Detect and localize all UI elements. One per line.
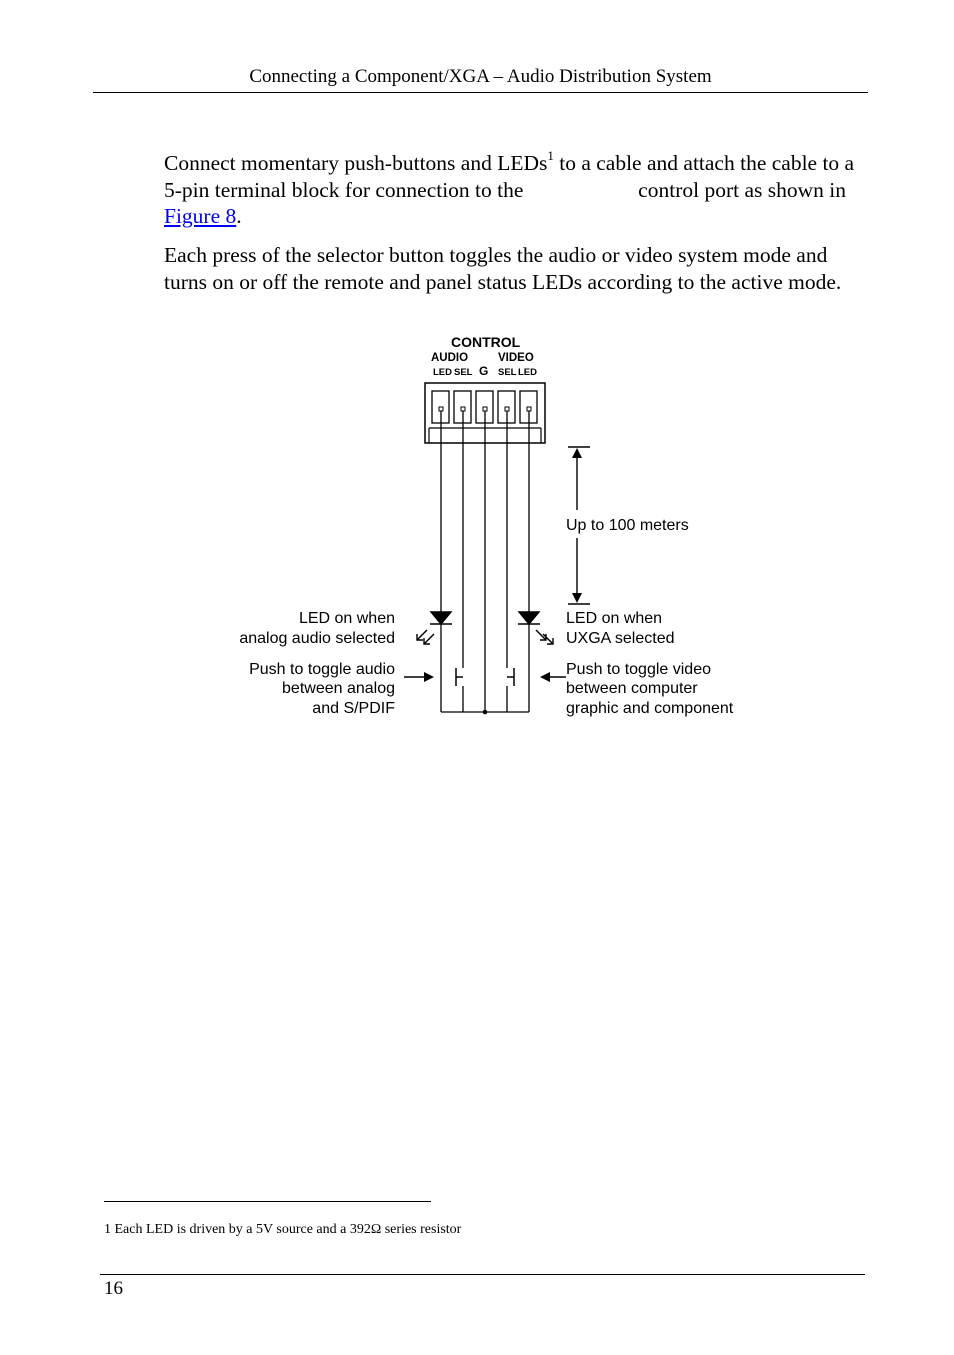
cable-wires bbox=[441, 411, 529, 712]
svg-text:and S/PDIF: and S/PDIF bbox=[312, 700, 395, 717]
footnote-separator bbox=[104, 1201, 431, 1202]
figure-8-link[interactable]: Figure 8 bbox=[164, 204, 237, 228]
svg-text:LED on when: LED on when bbox=[566, 610, 663, 627]
video-button-label bbox=[566, 661, 734, 717]
pin-label-ground: G bbox=[479, 364, 489, 378]
video-button-arrow bbox=[540, 672, 566, 682]
svg-text:Push to toggle audio: Push to toggle audio bbox=[249, 661, 395, 678]
p1-text-3: control port as shown in bbox=[632, 177, 846, 202]
video-group-label: VIDEO bbox=[498, 352, 534, 364]
svg-text:graphic and component: graphic and component bbox=[566, 700, 734, 717]
video-push-button-symbol bbox=[507, 668, 514, 686]
svg-text:between analog: between analog bbox=[282, 680, 395, 697]
audio-button-arrow bbox=[404, 672, 434, 682]
control-port-title: CONTROL bbox=[451, 334, 521, 350]
audio-push-button-symbol bbox=[456, 668, 463, 686]
page-number: 16 bbox=[104, 1278, 123, 1299]
audio-led-label bbox=[239, 610, 395, 647]
pin-label-audio-sel: SEL bbox=[454, 367, 473, 378]
svg-text:Push to toggle video: Push to toggle video bbox=[566, 661, 711, 678]
pin-label-video-led: LED bbox=[518, 367, 537, 378]
svg-text:analog audio selected: analog audio selected bbox=[239, 630, 395, 647]
footnote-text: 1 Each LED is driven by a 5V source and a 392Ω series resistor bbox=[104, 1222, 462, 1237]
distance-label: Up to 100 meters bbox=[566, 517, 689, 534]
svg-text:between computer: between computer bbox=[566, 680, 698, 697]
header-title: Connecting a Component/XGA – Audio Distribution System bbox=[249, 66, 712, 87]
audio-group-label: AUDIO bbox=[431, 352, 469, 364]
video-led-label bbox=[566, 610, 675, 647]
ground-junction-dot bbox=[483, 710, 488, 715]
paragraph-connect bbox=[164, 147, 864, 230]
svg-text:UXGA selected: UXGA selected bbox=[566, 630, 675, 647]
footnote-ref[interactable]: 1 bbox=[547, 147, 554, 163]
audio-button-label bbox=[249, 661, 395, 717]
page-header bbox=[93, 62, 868, 93]
svg-text:LED on when: LED on when bbox=[298, 610, 395, 627]
footer-separator bbox=[100, 1274, 865, 1275]
figure-8-wiring-diagram bbox=[200, 330, 770, 725]
pin-label-video-sel: SEL bbox=[498, 367, 517, 378]
paragraph-selector: Each press of the selector button toggles the audio or video system mode and turns on or off the remote and panel status LEDs according to the active mode. bbox=[164, 243, 842, 294]
video-led-symbol bbox=[518, 612, 553, 644]
pin-label-audio-led: LED bbox=[433, 367, 452, 378]
p1-text-2: to a cable and attach the cable to a 5-pin terminal block for connection to the bbox=[164, 151, 855, 202]
p1-text-1: Connect momentary push-buttons and LEDs bbox=[164, 151, 548, 175]
p1-text-4: . bbox=[236, 204, 242, 228]
audio-led-symbol bbox=[417, 612, 452, 644]
